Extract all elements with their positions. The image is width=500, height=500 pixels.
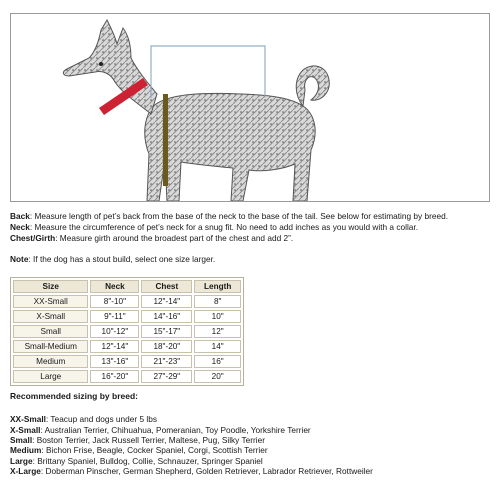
cell-chest: 21"-23" [141,355,192,368]
dog-silhouette-icon [11,14,489,201]
cell-chest: 14"-16" [141,310,192,323]
cell-neck: 13"-16" [90,355,139,368]
cell-neck: 12"-14" [90,340,139,353]
table-row [13,370,241,383]
cell-size: X-Small [13,310,88,323]
cell-size: Medium [13,355,88,368]
cell-neck: 9"-11" [90,310,139,323]
cell-size: Small [13,325,88,338]
cell-size: XX-Small [13,295,88,308]
cell-length: 20" [194,370,241,383]
cell-length: 14" [194,340,241,353]
cell-length: 16" [194,355,241,368]
breed-x-large: X-Large: Doberman Pinscher, German Shepherd, Golden Retriever, Labrador Retriever, Rottweiler [10,466,373,476]
table-row [13,295,241,308]
breed-small: Small: Boston Terrier, Jack Russell Terrier, Maltese, Pug, Silky Terrier [10,435,265,445]
cell-size: Small-Medium [13,340,88,353]
header-length: Length [194,280,241,293]
table-row [13,325,241,338]
instruction-neck: Neck: Measure the circumference of pet’s neck for a snug fit. No need to add inches as you would with a collar. [10,222,419,232]
cell-chest: 15"-17" [141,325,192,338]
table-row [13,355,241,368]
cell-chest: 27"-29" [141,370,192,383]
cell-neck: 10"-12" [90,325,139,338]
cell-neck: 8"-10" [90,295,139,308]
instruction-back: Back: Measure length of pet’s back from the base of the neck to the base of the tail. See below for estimating by breed. [10,211,449,221]
cell-size: Large [13,370,88,383]
chest-measure-band [163,94,168,186]
instruction-chest: Chest/Girth: Measure girth around the broadest part of the chest and add 2”. [10,233,294,243]
cell-neck: 16"-20" [90,370,139,383]
size-chart-table [10,277,244,386]
cell-chest: 18"-20" [141,340,192,353]
header-neck: Neck [90,280,139,293]
recommended-heading: Recommended sizing by breed: [10,391,138,401]
breed-medium: Medium: Bichon Frise, Beagle, Cocker Spaniel, Corgi, Scottish Terrier [10,445,268,455]
dog-measurement-illustration [10,13,490,202]
header-size: Size [13,280,88,293]
breed-xx-small: XX-Small: Teacup and dogs under 5 lbs [10,414,157,424]
cell-length: 8" [194,295,241,308]
table-row [13,340,241,353]
cell-length: 12" [194,325,241,338]
breed-x-small: X-Small: Australian Terrier, Chihuahua, Pomeranian, Toy Poodle, Yorkshire Terrier [10,425,311,435]
cell-length: 10" [194,310,241,323]
cell-chest: 12"-14" [141,295,192,308]
back-measure-line [151,46,265,98]
table-row [13,310,241,323]
breed-large: Large: Brittany Spaniel, Bulldog, Collie, Schnauzer, Springer Spaniel [10,456,263,466]
stout-note: Note: If the dog has a stout build, select one size larger. [10,254,216,264]
table-header-row [13,280,241,293]
header-chest: Chest [141,280,192,293]
